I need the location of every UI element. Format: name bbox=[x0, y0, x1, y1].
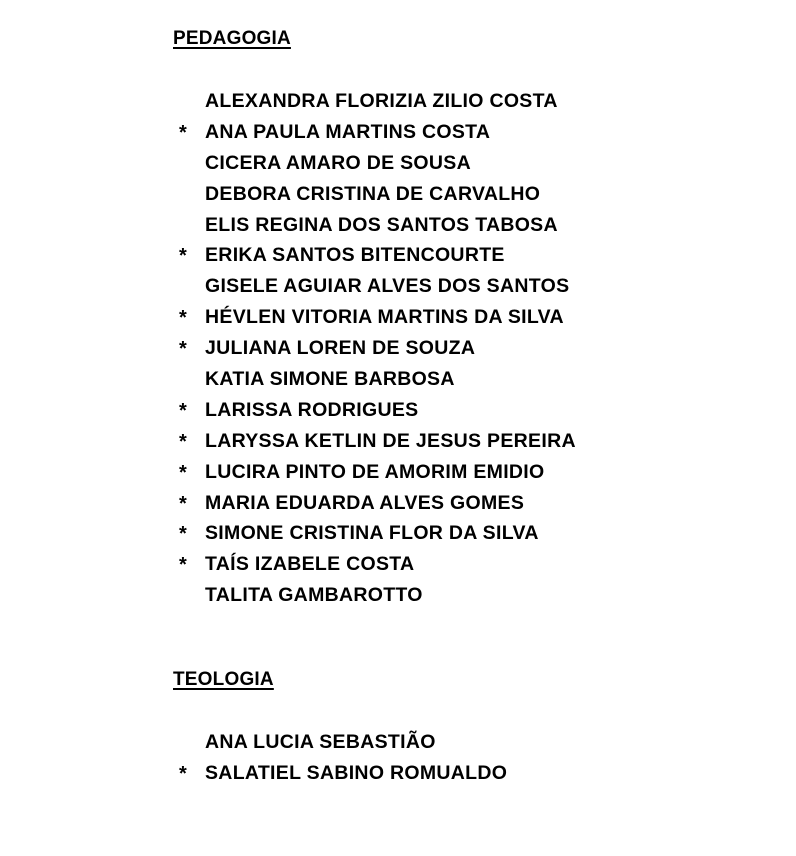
student-name: ALEXANDRA FLORIZIA ZILIO COSTA bbox=[205, 90, 558, 112]
student-name: JULIANA LOREN DE SOUZA bbox=[205, 337, 476, 360]
asterisk-marker: * bbox=[179, 245, 187, 268]
student-name: ERIKA SANTOS BITENCOURTE bbox=[205, 244, 505, 267]
asterisk-marker: * bbox=[179, 523, 187, 546]
student-name: CICERA AMARO DE SOUSA bbox=[205, 151, 471, 174]
section-title: TEOLOGIA bbox=[173, 669, 274, 690]
list-item bbox=[0, 364, 796, 395]
student-name: KATIA SIMONE BARBOSA bbox=[205, 368, 455, 391]
section-title: PEDAGOGIA bbox=[173, 28, 291, 49]
list-item bbox=[0, 179, 796, 210]
student-name: ANA PAULA MARTINS COSTA bbox=[205, 120, 491, 143]
student-name: MARIA EDUARDA ALVES GOMES bbox=[205, 491, 525, 514]
list-item bbox=[0, 302, 796, 333]
list-item bbox=[0, 148, 796, 179]
list-item bbox=[0, 86, 796, 117]
list-item bbox=[0, 210, 796, 241]
asterisk-marker: * bbox=[179, 492, 187, 515]
list-item bbox=[0, 271, 796, 302]
name-list bbox=[0, 727, 796, 789]
student-name: TALITA GAMBAROTTO bbox=[205, 584, 423, 607]
asterisk-marker: * bbox=[179, 430, 187, 453]
list-item bbox=[0, 426, 796, 457]
list-item bbox=[0, 549, 796, 580]
asterisk-marker: * bbox=[179, 307, 187, 330]
student-name: HÉVLEN VITORIA MARTINS DA SILVA bbox=[205, 306, 564, 329]
student-name: DEBORA CRISTINA DE CARVALHO bbox=[205, 182, 541, 205]
list-item bbox=[0, 488, 796, 519]
asterisk-marker: * bbox=[179, 554, 187, 577]
student-name: LARYSSA KETLIN DE JESUS PEREIRA bbox=[205, 429, 576, 452]
student-name: GISELE AGUIAR ALVES DOS SANTOS bbox=[205, 275, 570, 298]
student-name: SIMONE CRISTINA FLOR DA SILVA bbox=[205, 522, 539, 545]
list-item bbox=[0, 117, 796, 148]
student-name: LARISSA RODRIGUES bbox=[205, 398, 419, 421]
student-name: TAÍS IZABELE COSTA bbox=[205, 553, 415, 576]
student-name: SALATIEL SABINO ROMUALDO bbox=[205, 761, 508, 784]
asterisk-marker: * bbox=[179, 762, 187, 785]
list-item bbox=[0, 333, 796, 364]
asterisk-marker: * bbox=[179, 121, 187, 144]
asterisk-marker: * bbox=[179, 399, 187, 422]
asterisk-marker: * bbox=[179, 338, 187, 361]
list-item bbox=[0, 240, 796, 271]
list-item bbox=[0, 518, 796, 549]
list-item bbox=[0, 580, 796, 611]
student-name: ELIS REGINA DOS SANTOS TABOSA bbox=[205, 213, 558, 236]
list-item bbox=[0, 457, 796, 488]
asterisk-marker: * bbox=[179, 461, 187, 484]
list-item bbox=[0, 395, 796, 426]
student-name: LUCIRA PINTO DE AMORIM EMIDIO bbox=[205, 460, 545, 483]
list-item bbox=[0, 758, 796, 789]
student-name: ANA LUCIA SEBASTIÃO bbox=[205, 731, 436, 753]
name-list bbox=[0, 86, 796, 611]
list-item bbox=[0, 727, 796, 758]
